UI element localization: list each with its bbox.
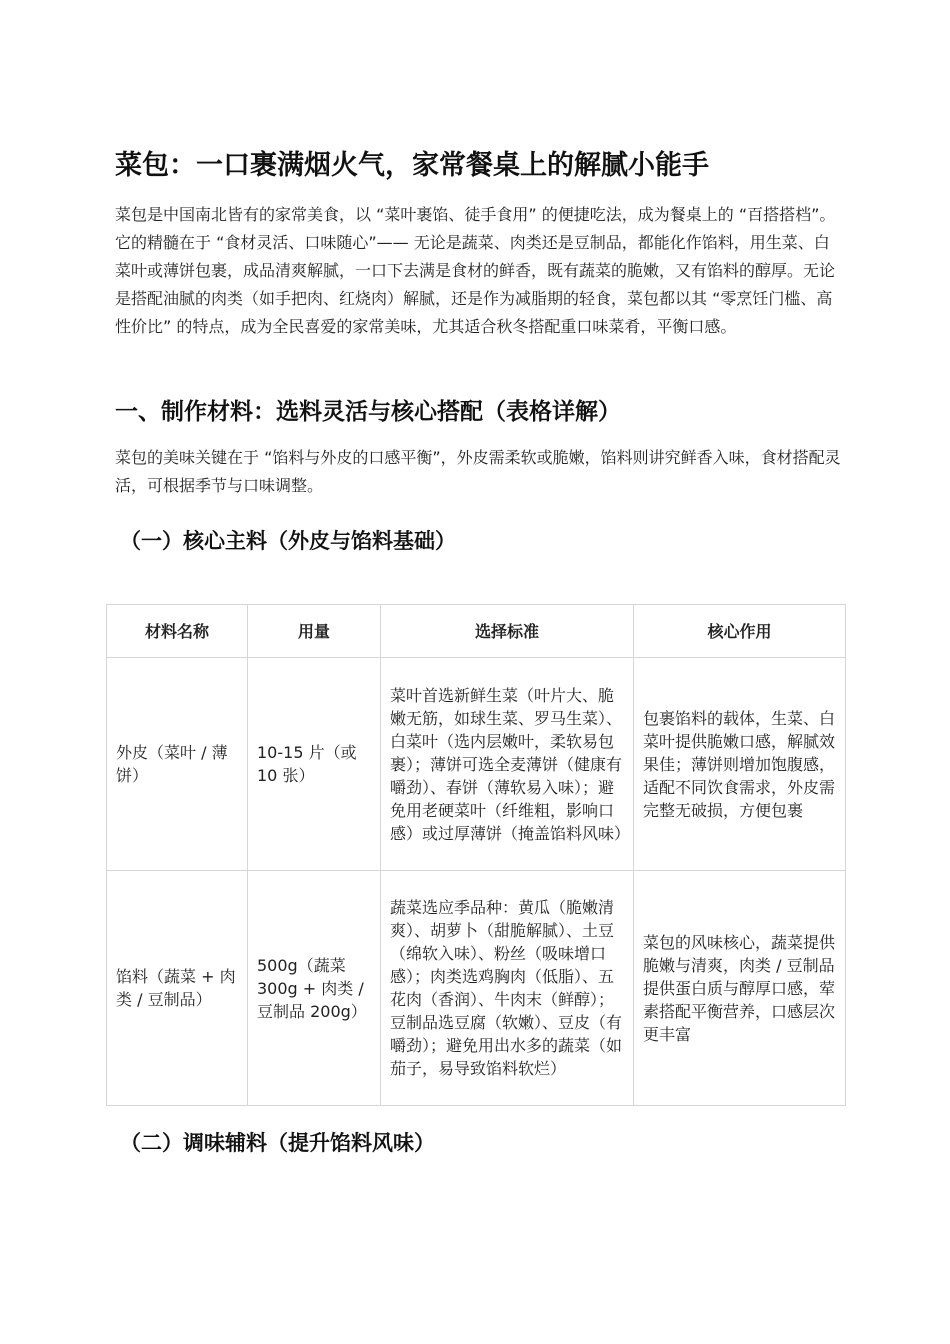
table-cell-role: 菜包的风味核心，蔬菜提供脆嫩与清爽，肉类 / 豆制品提供蛋白质与醇厚口感，荤素搭配平衡营养，口感层次更丰富 xyxy=(634,871,846,1106)
table-cell-name: 外皮（菜叶 / 薄饼） xyxy=(107,658,248,871)
section-heading-materials: 一、制作材料：选料灵活与核心搭配（表格详解） xyxy=(115,399,621,425)
table-cell-standard: 蔬菜选应季品种：黄瓜（脆嫩清爽）、胡萝卜（甜脆解腻）、土豆（绵软入味）、粉丝（吸味增口感）；肉类选鸡胸肉（低脂）、五花肉（香润）、牛肉末（鲜醇）；豆制品选豆腐（软嫩）、豆皮（有嚼劲）；避免用出水多的蔬菜（如茄子，易导致馅料软烂） xyxy=(381,871,634,1106)
subsection-heading-seasonings: （二）调味辅料（提升馅料风味） xyxy=(120,1131,435,1155)
table-row xyxy=(107,658,846,871)
table-row xyxy=(107,871,846,1106)
table-header-cell: 选择标准 xyxy=(381,605,634,658)
table-cell-amount: 10-15 片（或 10 张） xyxy=(248,658,381,871)
table-cell-role: 包裹馅料的载体，生菜、白菜叶提供脆嫩口感，解腻效果佳；薄饼则增加饱腹感，适配不同饮食需求，外皮需完整无破损，方便包裹 xyxy=(634,658,846,871)
table-cell-name: 馅料（蔬菜 + 肉类 / 豆制品） xyxy=(107,871,248,1106)
table-header-row xyxy=(107,605,846,658)
table-header-cell: 用量 xyxy=(248,605,381,658)
subsection-heading-core-ingredients: （一）核心主料（外皮与馅料基础） xyxy=(120,529,456,553)
table-header-cell: 核心作用 xyxy=(634,605,846,658)
table-cell-standard: 菜叶首选新鲜生菜（叶片大、脆嫩无筋，如球生菜、罗马生菜）、白菜叶（选内层嫩叶，柔软易包裹）；薄饼可选全麦薄饼（健康有嚼劲）、春饼（薄软易入味）；避免用老硬菜叶（纤维粗，影响口感）或过厚薄饼（掩盖馅料风味） xyxy=(381,658,634,871)
table-cell-amount: 500g（蔬菜 300g + 肉类 / 豆制品 200g） xyxy=(248,871,381,1106)
section-intro-paragraph: 菜包的美味关键在于 “馅料与外皮的口感平衡”，外皮需柔软或脆嫩，馅料则讲究鲜香入味，食材搭配灵活，可根据季节与口味调整。 xyxy=(115,448,841,495)
intro-paragraph: 菜包是中国南北皆有的家常美食，以 “菜叶裹馅、徒手食用” 的便捷吃法，成为餐桌上的 “百搭搭档”。它的精髓在于 “食材灵活、口味随心”—— 无论是蔬菜、肉类还是豆制品，都能化作馅料，用生菜、白菜叶或薄饼包裹，成品清爽解腻，一口下去满是食材的鲜香，既有蔬菜的脆嫩，又有馅料的醇厚。无论是搭配油腻的肉类（如手把肉、红烧肉）解腻，还是作为减脂期的轻食，菜包都以其 “零烹饪门槛、高性价比” 的特点，成为全民喜爱的家常美味，尤其适合秋冬搭配重口味菜肴，平衡口感。 xyxy=(115,205,836,336)
materials-table xyxy=(106,604,846,1106)
table-header-cell: 材料名称 xyxy=(107,605,248,658)
page-title: 菜包：一口裹满烟火气，家常餐桌上的解腻小能手 xyxy=(115,150,709,181)
